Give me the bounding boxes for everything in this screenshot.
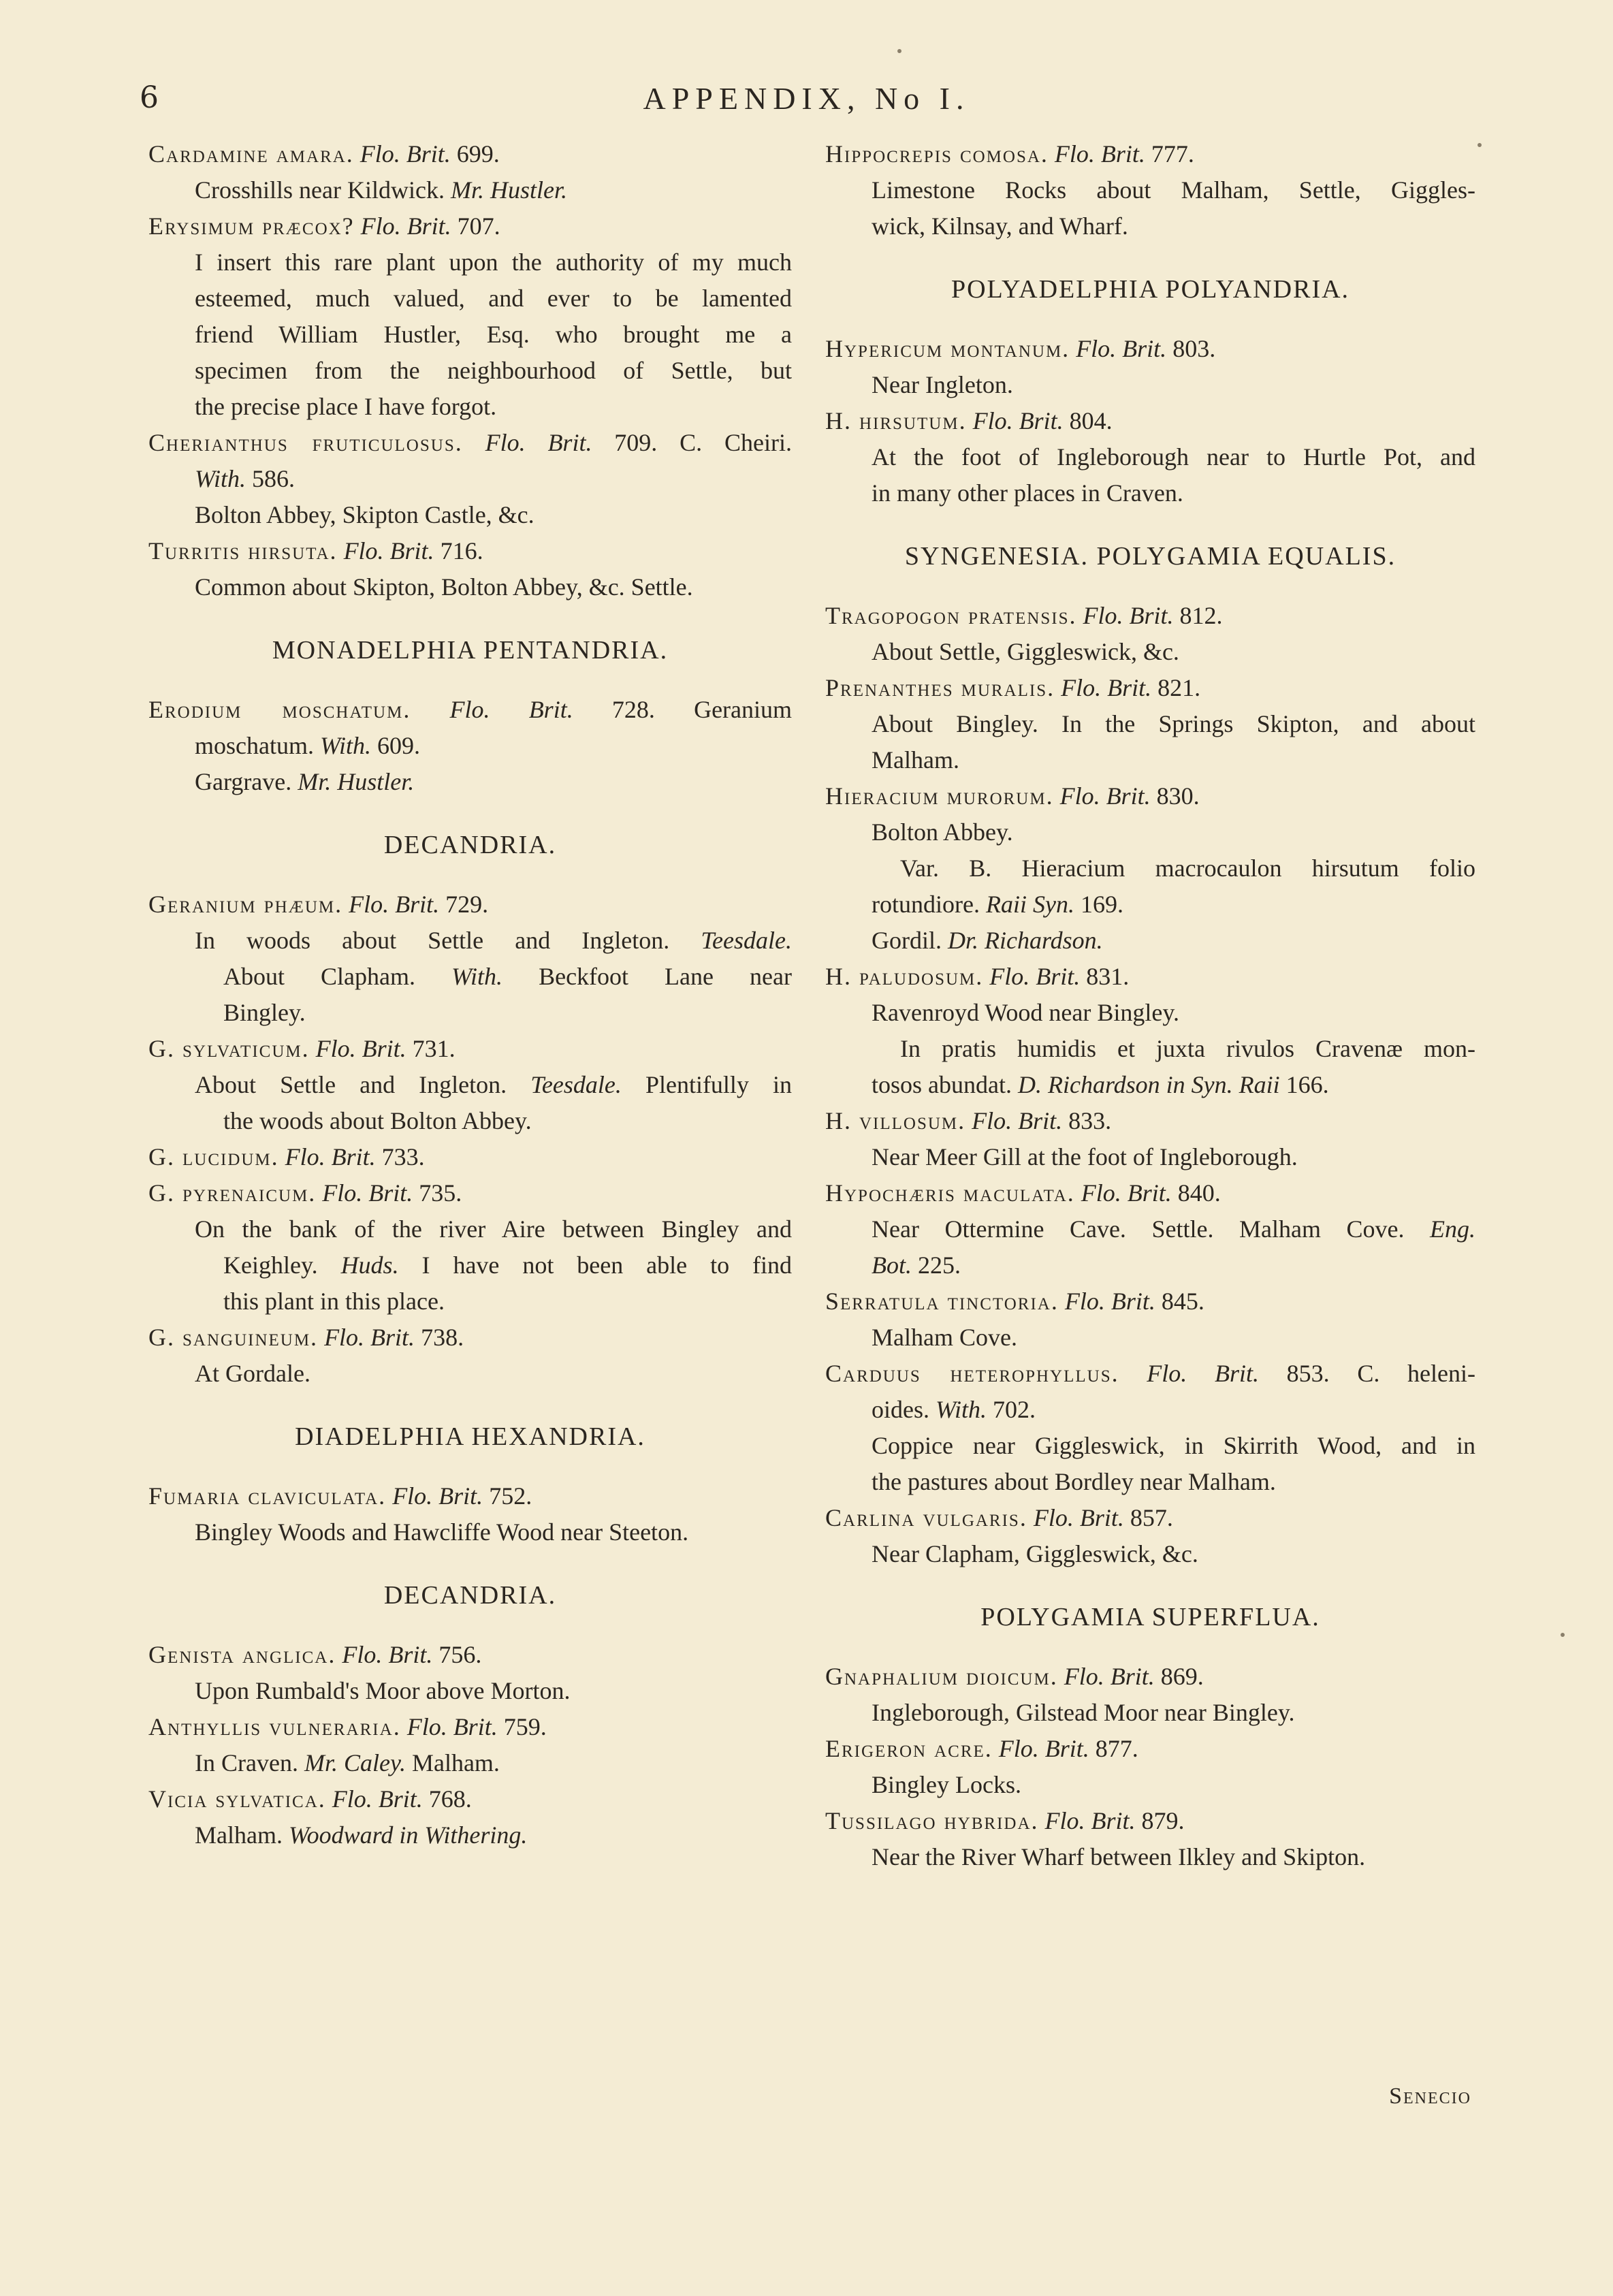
text-run	[965, 1107, 972, 1134]
text-run	[983, 963, 989, 990]
text-run	[1055, 674, 1061, 701]
text-run: Beckfoot Lane near	[502, 963, 792, 990]
text-run: In Craven.	[195, 1749, 304, 1776]
locality-line	[825, 850, 1475, 887]
species-name: Erodium moschatum.	[148, 696, 411, 723]
reference-italic: Flo. Brit.	[1044, 1807, 1136, 1834]
reference-italic: Flo. Brit.	[406, 1713, 498, 1740]
reference-italic: Mr. Caley.	[304, 1749, 406, 1776]
species-name: Gnaphalium dioicum.	[825, 1663, 1058, 1690]
locality-line	[148, 995, 792, 1031]
text-run: 166.	[1279, 1071, 1329, 1098]
reference-italic: Flo. Brit.	[1081, 1179, 1172, 1207]
text-run: 877.	[1089, 1735, 1138, 1762]
locality-line	[825, 1428, 1475, 1464]
paper-speck	[897, 49, 901, 53]
species-entry-line	[825, 598, 1475, 634]
species-name: Cherianthus fruticulosus.	[148, 429, 463, 456]
species-name: Turritis hirsuta.	[148, 537, 338, 564]
text-run	[318, 1324, 324, 1351]
species-name: Erigeron acre.	[825, 1735, 993, 1762]
text-run: At the foot of Ingleborough near to Hurtle Pot, and	[872, 443, 1475, 471]
text-run: Ravenroyd Wood near Bingley.	[872, 999, 1180, 1026]
species-name: Carduus heterophyllus.	[825, 1360, 1119, 1387]
text-run: 830.	[1150, 782, 1200, 810]
locality-line	[148, 1356, 792, 1392]
text-run	[1039, 1807, 1045, 1834]
locality-line	[825, 439, 1475, 475]
text-run: 833.	[1062, 1107, 1112, 1134]
text-run: Bolton Abbey.	[872, 818, 1013, 846]
locality-line	[148, 959, 792, 995]
text-run: 831.	[1080, 963, 1130, 990]
reference-italic: Flo. Brit.	[972, 407, 1064, 434]
reference-italic: Eng.	[1430, 1215, 1475, 1243]
text-run: 857.	[1123, 1504, 1173, 1531]
text-run: Keighley.	[223, 1251, 341, 1279]
text-run	[463, 429, 485, 456]
locality-line	[148, 923, 792, 959]
section-spacer	[825, 244, 1475, 272]
reference-italic: Flo. Brit.	[1061, 674, 1152, 701]
reference-italic: Raii Syn.	[985, 891, 1074, 918]
locality-line	[148, 353, 792, 389]
species-name: Anthyllis vulneraria.	[148, 1713, 401, 1740]
text-run: 729.	[439, 891, 489, 918]
species-name: H. hirsutum.	[825, 407, 967, 434]
locality-line	[148, 728, 792, 764]
text-run: 586.	[246, 465, 296, 492]
text-run: On the bank of the river Aire between Bingley and	[195, 1215, 792, 1243]
locality-line	[825, 706, 1475, 742]
text-run: 804.	[1063, 407, 1113, 434]
locality-line	[825, 814, 1475, 850]
locality-line	[148, 1067, 792, 1103]
section-heading: DIADELPHIA HEXANDRIA.	[295, 1422, 645, 1451]
text-run: Near Ottermine Cave. Settle. Malham Cove.	[872, 1215, 1430, 1243]
locality-line	[825, 1211, 1475, 1247]
species-entry-line	[825, 1175, 1475, 1211]
text-run: 707.	[451, 212, 500, 240]
species-name: Tussilago hybrida.	[825, 1807, 1039, 1834]
text-run: Malham.	[872, 746, 959, 774]
text-run: In pratis humidis et juxta rivulos Cravenæ mon-	[900, 1035, 1475, 1062]
text-run	[326, 1785, 332, 1813]
text-run	[411, 696, 449, 723]
reference-italic: Flo. Brit.	[315, 1035, 406, 1062]
reference-italic: Flo. Brit.	[1083, 602, 1174, 629]
section-heading: DECANDRIA.	[383, 1581, 557, 1610]
text-run: 709. C. Cheiri.	[592, 429, 793, 456]
text-run: About Clapham.	[223, 963, 452, 990]
text-run	[1058, 1663, 1064, 1690]
locality-line	[825, 1767, 1475, 1803]
locality-line	[825, 1464, 1475, 1500]
text-run: About Settle and Ingleton.	[195, 1071, 531, 1098]
reference-italic: With.	[451, 963, 503, 990]
page-number: 6	[140, 80, 159, 115]
paper-speck	[1478, 143, 1482, 147]
text-run	[1075, 1179, 1081, 1207]
locality-line	[148, 1514, 792, 1550]
text-run: Bingley.	[223, 999, 306, 1026]
species-entry-line	[825, 1659, 1475, 1695]
species-name: G. sylvaticum.	[148, 1035, 310, 1062]
text-run: Limestone Rocks about Malham, Settle, Giggles-	[872, 176, 1475, 204]
left-column	[148, 136, 792, 1853]
text-run: 738.	[415, 1324, 464, 1351]
text-run: 840.	[1171, 1179, 1221, 1207]
text-run: Bingley Woods and Hawcliffe Wood near Steeton.	[195, 1518, 689, 1546]
reference-italic: Flo. Brit.	[1033, 1504, 1124, 1531]
reference-italic: Flo. Brit.	[349, 891, 440, 918]
text-run	[1119, 1360, 1147, 1387]
locality-line	[148, 1211, 792, 1247]
species-name: Tragopogon pratensis.	[825, 602, 1077, 629]
text-run: esteemed, much valued, and ever to be lamented	[195, 285, 792, 312]
species-entry-line	[148, 1781, 792, 1817]
species-entry-line	[148, 1320, 792, 1356]
species-name: Cardamine amara.	[148, 140, 354, 168]
reference-italic: Woodward in Withering.	[288, 1821, 528, 1849]
locality-line	[825, 1536, 1475, 1572]
section-spacer	[825, 1636, 1475, 1659]
text-run: Upon Rumbald's Moor above Morton.	[195, 1677, 571, 1704]
section-heading: DECANDRIA.	[383, 831, 557, 859]
section-heading: POLYADELPHIA POLYANDRIA.	[951, 275, 1350, 304]
locality-line	[825, 1695, 1475, 1731]
reference-italic: Flo. Brit.	[1064, 1663, 1155, 1690]
locality-line	[825, 1031, 1475, 1067]
catchword: Senecio	[1389, 2084, 1471, 2109]
text-run	[342, 891, 349, 918]
species-name: Prenanthes muralis.	[825, 674, 1055, 701]
species-entry-line	[148, 1637, 792, 1673]
species-entry-line	[825, 1103, 1475, 1139]
text-run: 845.	[1155, 1288, 1204, 1315]
reference-italic: Flo. Brit.	[989, 963, 1081, 990]
text-run: oides.	[872, 1396, 936, 1423]
text-run: in many other places in Craven.	[872, 479, 1183, 507]
text-run	[1027, 1504, 1034, 1531]
reference-italic: Flo. Brit.	[1054, 140, 1145, 168]
text-run: specimen from the neighbourhood of Settle, but	[195, 357, 792, 384]
text-run: Near Ingleton.	[872, 371, 1013, 398]
text-run	[338, 537, 344, 564]
locality-line	[148, 244, 792, 281]
paper-speck	[1561, 1633, 1565, 1637]
text-run	[316, 1179, 322, 1207]
text-run: 777.	[1145, 140, 1194, 168]
species-name: G. pyrenaicum.	[148, 1179, 317, 1207]
locality-line	[825, 367, 1475, 403]
text-run: 759.	[497, 1713, 547, 1740]
reference-italic: Dr. Richardson.	[948, 927, 1103, 954]
species-entry-line	[825, 959, 1475, 995]
text-run: Plentifully in	[621, 1071, 793, 1098]
text-run: 169.	[1074, 891, 1123, 918]
text-run: rotundiore.	[872, 891, 986, 918]
text-run: Malham.	[195, 1821, 289, 1849]
reference-italic: Bot.	[872, 1251, 912, 1279]
reference-italic: With.	[319, 732, 371, 759]
species-name: Vicia sylvatica.	[148, 1785, 326, 1813]
locality-line	[825, 1839, 1475, 1875]
text-run: 731.	[406, 1035, 456, 1062]
text-run: 699.	[450, 140, 500, 168]
text-run: 225.	[912, 1251, 961, 1279]
species-entry-line	[148, 136, 792, 172]
section-spacer	[148, 605, 792, 633]
section-spacer	[825, 575, 1475, 598]
text-run: Var. B. Hieracium macrocaulon hirsutum folio	[900, 855, 1475, 882]
text-run: I insert this rare plant upon the authority of my much	[195, 249, 792, 276]
text-run	[1059, 1288, 1065, 1315]
text-run: Common about Skipton, Bolton Abbey, &c. Settle.	[195, 573, 693, 601]
species-entry-line	[148, 533, 792, 569]
text-run: At Gordale.	[195, 1360, 310, 1387]
species-name: Hieracium murorum.	[825, 782, 1054, 810]
species-name: H. paludosum.	[825, 963, 984, 990]
species-entry-line	[148, 1709, 792, 1745]
text-run	[279, 1143, 285, 1170]
species-entry-line	[825, 1500, 1475, 1536]
locality-line	[148, 389, 792, 425]
text-run	[967, 407, 973, 434]
running-head: APPENDIX, No I.	[643, 81, 970, 116]
text-run	[386, 1482, 392, 1510]
text-run	[355, 212, 361, 240]
species-entry-line	[825, 136, 1475, 172]
reference-italic: Flo. Brit.	[1064, 1288, 1155, 1315]
reference-italic: With.	[195, 465, 246, 492]
section-spacer	[825, 511, 1475, 539]
reference-italic: Flo. Brit.	[1147, 1360, 1259, 1387]
species-entry-line	[825, 670, 1475, 706]
text-run: Coppice near Giggleswick, in Skirrith Wood, and in	[872, 1432, 1475, 1459]
locality-line	[825, 1139, 1475, 1175]
species-entry-line	[825, 403, 1475, 439]
section-spacer	[148, 1614, 792, 1637]
reference-italic: Mr. Hustler.	[298, 768, 415, 795]
species-name: Hypericum montanum.	[825, 335, 1070, 362]
section-spacer	[148, 1392, 792, 1419]
text-run: 728. Geranium	[573, 696, 793, 723]
species-name: Genista anglica.	[148, 1641, 336, 1668]
text-run: Near Meer Gill at the foot of Ingleborough.	[872, 1143, 1298, 1170]
text-run: Malham Cove.	[872, 1324, 1017, 1351]
locality-line	[825, 1392, 1475, 1428]
species-entry-line	[148, 692, 792, 728]
section-spacer	[148, 1455, 792, 1478]
reference-italic: Flo. Brit.	[324, 1324, 415, 1351]
section-spacer	[148, 1550, 792, 1578]
text-run	[1070, 335, 1076, 362]
reference-italic: Flo. Brit.	[972, 1107, 1063, 1134]
locality-line	[148, 764, 792, 800]
locality-line	[148, 1817, 792, 1853]
text-run: About Bingley. In the Springs Skipton, and about	[872, 710, 1475, 737]
reference-italic: Flo. Brit.	[342, 1641, 433, 1668]
locality-line	[825, 1067, 1475, 1103]
species-name: Hippocrepis comosa.	[825, 140, 1049, 168]
species-entry-line	[148, 208, 792, 244]
text-run: 853. C. heleni-	[1258, 1360, 1475, 1387]
text-run	[993, 1735, 999, 1762]
locality-line	[825, 995, 1475, 1031]
reference-italic: Flo. Brit.	[360, 212, 451, 240]
species-entry-line	[148, 887, 792, 923]
section-spacer	[825, 1572, 1475, 1599]
text-run: 812.	[1173, 602, 1223, 629]
text-run: this plant in this place.	[223, 1288, 445, 1315]
text-run: 716.	[434, 537, 483, 564]
locality-line	[825, 634, 1475, 670]
text-run: Bolton Abbey, Skipton Castle, &c.	[195, 501, 534, 528]
species-entry-line	[148, 1478, 792, 1514]
locality-line	[825, 1320, 1475, 1356]
reference-italic: Flo. Brit.	[332, 1785, 423, 1813]
reference-italic: Flo. Brit.	[322, 1179, 413, 1207]
text-run: 752.	[483, 1482, 532, 1510]
text-run: Near the River Wharf between Ilkley and Skipton.	[872, 1843, 1366, 1870]
species-entry-line	[148, 1175, 792, 1211]
reference-italic: Flo. Brit.	[485, 429, 592, 456]
species-entry-line	[825, 778, 1475, 814]
right-column	[825, 136, 1475, 1875]
text-run: Malham.	[405, 1749, 500, 1776]
text-run	[1054, 782, 1060, 810]
locality-line	[148, 1247, 792, 1283]
species-entry-line	[148, 1031, 792, 1067]
species-entry-line	[825, 1731, 1475, 1767]
species-entry-line	[825, 1283, 1475, 1320]
locality-line	[148, 281, 792, 317]
locality-line	[825, 208, 1475, 244]
locality-line	[825, 172, 1475, 208]
reference-italic: Flo. Brit.	[998, 1735, 1089, 1762]
section-heading: SYNGENESIA. POLYGAMIA EQUALIS.	[904, 542, 1396, 571]
text-run	[310, 1035, 316, 1062]
text-run	[1049, 140, 1055, 168]
reference-italic: Mr. Hustler.	[450, 176, 567, 204]
text-run: Near Clapham, Giggleswick, &c.	[872, 1540, 1198, 1567]
text-run: Gordil.	[872, 927, 948, 954]
text-run: About Settle, Giggleswick, &c.	[872, 638, 1179, 665]
text-run: tosos abundat.	[872, 1071, 1018, 1098]
reference-italic: Flo. Brit.	[392, 1482, 483, 1510]
text-run: 869.	[1154, 1663, 1204, 1690]
locality-line	[148, 1745, 792, 1781]
reference-italic: Flo. Brit.	[449, 696, 573, 723]
text-run: friend William Hustler, Esq. who brought me a	[195, 321, 792, 348]
locality-line	[148, 569, 792, 605]
text-run: Ingleborough, Gilstead Moor near Bingley.	[872, 1699, 1295, 1726]
text-run: 733.	[375, 1143, 425, 1170]
section-spacer	[148, 669, 792, 692]
locality-line	[825, 742, 1475, 778]
locality-line	[148, 172, 792, 208]
locality-line	[148, 461, 792, 497]
reference-italic: Flo. Brit.	[285, 1143, 376, 1170]
text-run: 735.	[413, 1179, 462, 1207]
species-name: Serratula tinctoria.	[825, 1288, 1059, 1315]
species-entry-line	[825, 1356, 1475, 1392]
species-name: Carlina vulgaris.	[825, 1504, 1027, 1531]
text-run: 821.	[1151, 674, 1201, 701]
reference-italic: Flo. Brit.	[1076, 335, 1167, 362]
text-run: wick, Kilnsay, and Wharf.	[872, 212, 1128, 240]
text-run: the pastures about Bordley near Malham.	[872, 1468, 1276, 1495]
species-name: G. lucidum.	[148, 1143, 279, 1170]
text-run: 702.	[987, 1396, 1036, 1423]
locality-line	[825, 475, 1475, 511]
text-run: Bingley Locks.	[872, 1771, 1021, 1798]
reference-italic: D. Richardson in Syn. Raii	[1017, 1071, 1280, 1098]
species-name: Geranium phæum.	[148, 891, 343, 918]
text-run: 768.	[422, 1785, 472, 1813]
reference-italic: Flo. Brit.	[1059, 782, 1151, 810]
text-run	[1077, 602, 1083, 629]
text-run: 879.	[1135, 1807, 1185, 1834]
section-spacer	[148, 863, 792, 887]
locality-line	[825, 1247, 1475, 1283]
species-entry-line	[148, 425, 792, 461]
reference-italic: Teesdale.	[701, 927, 792, 954]
species-entry-line	[148, 1139, 792, 1175]
species-name: Erysimum præcox?	[148, 212, 355, 240]
locality-line	[148, 317, 792, 353]
text-run: Gargrave.	[195, 768, 298, 795]
species-name: Hypochæris maculata.	[825, 1179, 1075, 1207]
section-heading: POLYGAMIA SUPERFLUA.	[980, 1603, 1320, 1631]
text-run: the precise place I have forgot.	[195, 393, 497, 420]
locality-line	[148, 1283, 792, 1320]
text-run: Crosshills near Kildwick.	[195, 176, 451, 204]
section-spacer	[825, 308, 1475, 331]
reference-italic: Flo. Brit.	[360, 140, 451, 168]
reference-italic: With.	[936, 1396, 987, 1423]
text-run: 803.	[1166, 335, 1216, 362]
species-name: G. sanguineum.	[148, 1324, 319, 1351]
species-name: H. villosum.	[825, 1107, 966, 1134]
reference-italic: Flo. Brit.	[343, 537, 434, 564]
text-run: I have not been able to find	[398, 1251, 792, 1279]
locality-line	[148, 1103, 792, 1139]
text-run	[401, 1713, 407, 1740]
text-run: the woods about Bolton Abbey.	[223, 1107, 532, 1134]
text-run: moschatum.	[195, 732, 320, 759]
section-heading: MONADELPHIA PENTANDRIA.	[272, 636, 669, 665]
text-run: 756.	[432, 1641, 482, 1668]
species-entry-line	[825, 331, 1475, 367]
reference-italic: Teesdale.	[530, 1071, 622, 1098]
locality-line	[148, 497, 792, 533]
reference-italic: Huds.	[340, 1251, 399, 1279]
species-entry-line	[825, 1803, 1475, 1839]
text-run: 609.	[371, 732, 420, 759]
section-spacer	[148, 800, 792, 827]
text-run: In woods about Settle and Ingleton.	[195, 927, 701, 954]
locality-line	[825, 923, 1475, 959]
locality-line	[825, 887, 1475, 923]
locality-line	[148, 1673, 792, 1709]
species-name: Fumaria claviculata.	[148, 1482, 387, 1510]
text-run	[354, 140, 360, 168]
